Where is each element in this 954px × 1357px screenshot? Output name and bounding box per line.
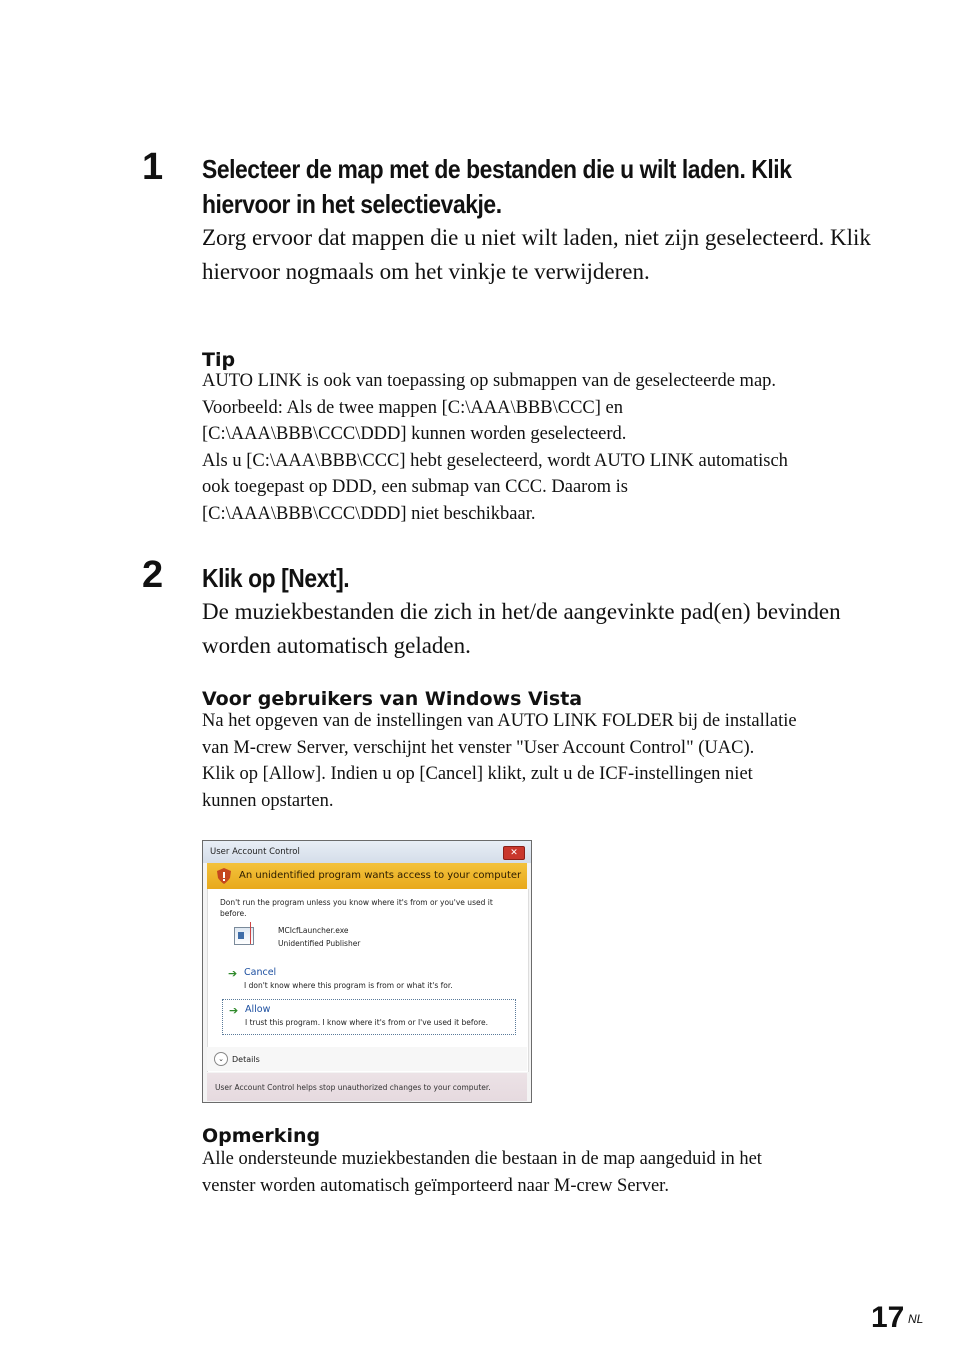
program-icon (234, 927, 254, 945)
note-line: venster worden automatisch geïmporteerd naar M-crew Server. (202, 1175, 669, 1196)
page-language: NL (908, 1312, 924, 1326)
step-2-body: De muziekbestanden die zich in het/de aangevinkte pad(en) bevinden worden automatisch geladen. (202, 599, 841, 658)
tip-line: [C:\AAA\BBB\CCC\DDD] niet beschikbaar. (202, 503, 536, 524)
vista-line: van M-crew Server, verschijnt het venster "User Account Control" (UAC). (202, 737, 755, 758)
arrow-right-icon: ➔ (228, 967, 238, 980)
tip-line: Als u [C:\AAA\BBB\CCC] hebt geselecteerd, wordt AUTO LINK automatisch (202, 450, 788, 471)
uac-warning: Don't run the program unless you know where it's from or you've used it before. (220, 898, 493, 918)
details-toggle[interactable] (207, 1047, 527, 1071)
uac-footer-text: User Account Control helps stop unauthorized changes to your computer. (215, 1083, 491, 1092)
tip-line: [C:\AAA\BBB\CCC\DDD] kunnen worden geselecteerd. (202, 424, 627, 444)
step-2-number: 2 (142, 554, 164, 596)
vista-line: Na het opgeven van de instellingen van AUTO LINK FOLDER bij de installatie (202, 711, 797, 731)
cancel-label: Cancel (244, 967, 277, 978)
uac-dialog (202, 840, 532, 1103)
note-heading: Opmerking (202, 1125, 321, 1147)
uac-title-bar (203, 841, 531, 863)
chevron-down-icon: ⌄ (214, 1052, 228, 1066)
allow-label: Allow (245, 1004, 271, 1015)
divider (250, 922, 251, 944)
uac-title: User Account Control (210, 847, 300, 857)
program-publisher: Unidentified Publisher (278, 939, 361, 948)
details-label: Details (232, 1055, 260, 1064)
tip-heading: Tip (202, 349, 236, 371)
cancel-option[interactable] (222, 963, 516, 999)
close-icon[interactable]: ✕ (503, 846, 525, 860)
uac-banner (207, 863, 527, 889)
uac-footer (207, 1073, 527, 1101)
vista-line: Klik op [Allow]. Indien u op [Cancel] klikt, zult u de ICF-instellingen niet (202, 764, 753, 784)
uac-banner-text: An unidentified program wants access to your computer (239, 870, 522, 881)
step-1-number: 1 (142, 146, 164, 188)
tip-text (202, 368, 892, 527)
page-number: 17 (871, 1301, 905, 1334)
allow-option[interactable] (222, 999, 516, 1035)
arrow-right-icon: ➔ (229, 1004, 239, 1017)
vista-line: kunnen opstarten. (202, 790, 334, 811)
step-1-heading: Selecteer de map met de bestanden die u wilt laden. Klik hiervoor in het selectievakje. (202, 154, 792, 219)
program-name: MCIcfLauncher.exe (278, 926, 349, 935)
allow-description: I trust this program. I know where it's from or I've used it before. (245, 1018, 489, 1027)
tip-line: ook toegepast op DDD, een submap van CCC. Daarom is (202, 477, 628, 497)
uac-content (207, 889, 529, 1072)
tip-line: Voorbeeld: Als de twee mappen [C:\AAA\BBB\CCC] en (202, 397, 624, 418)
note-text (202, 1146, 892, 1199)
step-2-heading: Klik op [Next]. (202, 563, 350, 593)
vista-heading: Voor gebruikers van Windows Vista (202, 688, 583, 710)
tip-line: AUTO LINK is ook van toepassing op submappen van de geselecteerde map. (202, 371, 777, 391)
shield-icon (217, 868, 231, 884)
cancel-description: I don't know where this program is from or what it's for. (244, 981, 453, 990)
note-line: Alle ondersteunde muziekbestanden die bestaan in de map aangeduid in het (202, 1149, 762, 1169)
vista-text (202, 708, 892, 814)
step-1-body: Zorg ervoor dat mappen die u niet wilt laden, niet zijn geselecteerd. Klik hiervoor nogmaals om het vinkje te verwijderen. (202, 225, 871, 284)
